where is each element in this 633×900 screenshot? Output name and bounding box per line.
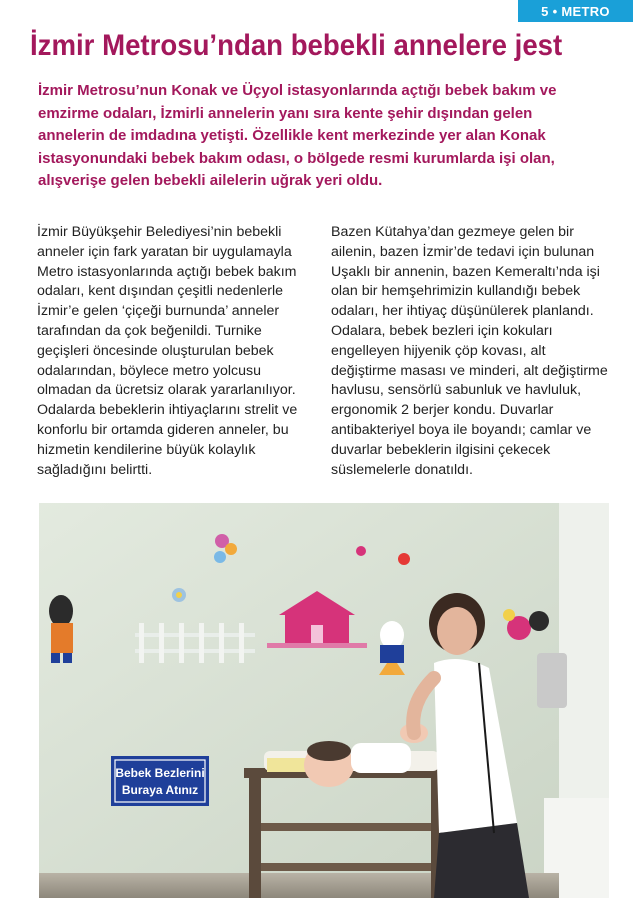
diaper-sign-line1: Bebek Bezlerini [115, 766, 205, 780]
towel [267, 758, 307, 772]
mickey-badge-sticker [398, 553, 410, 565]
page-number-tag: 5 • METRO [518, 0, 633, 22]
goofy-sticker [49, 595, 73, 663]
soap-dispenser [537, 653, 567, 708]
diaper-sign [111, 756, 209, 806]
wall [39, 503, 609, 898]
heart-sticker [356, 546, 366, 556]
flower-sticker [172, 588, 186, 602]
photo-illustration [39, 503, 609, 898]
body-column-right: Bazen Kütahya’dan gezmeye gelen bir ailenin, bazen İzmir’de tedavi için bulunan Uşaklı bir annenin, bazen Kemeraltı’nda işi olan bir hemşehrimizin kullandığı bebek odaları, her ihtiyaç düşünülerek planlandı. Odalara, bebek bezleri için kokuları engelleyen hijyenik çöp kovası, alt değiştirme masası ve minderi, alt değiştirme havlusu, sensörlü sabunluk ve havluluk, ergonomik 2 berjer kondu. Duvarlar antibakteriyel boya ile boyandı; camlar ve duvarlar bebeklerin ilgisini çekecek süslemelerle donatıldı. [331, 224, 608, 478]
headline: İzmir Metrosu’ndan bebekli annelere jest [30, 29, 563, 62]
baby-room-photo [39, 503, 609, 898]
diaper-sign-line2: Buraya Atınız [121, 783, 199, 797]
body-column-left: İzmir Büyükşehir Belediyesi’nin bebekli anneler için fark yaratan bir uygulamayla Metro istasyonlarında açtığı bebek bakım odaları, kent dışından çeşitli nedenlerle İzmir’e gelen ‘çiçeği burnunda’ anneler tarafından da çok beğenildi. Turnike geçişleri öncesinde oluşturulan bebek odalarından, böylece metro yolcusu olmadan da ücretsiz olarak yararlanılıyor. Odalarda bebeklerin ihtiyaçlarını strelit ve konforlu bir ortamda gideren anneler, bu hizmetin kendilerine büyük kolaylık sağladığını belirtti. [37, 224, 298, 478]
lead-paragraph: İzmir Metrosu’nun Konak ve Üçyol istasyonlarında açtığı bebek bakım ve emzirme odaları, İzmirli annelerin yanı sıra kente şehir dışından gelen annelerin de imdadına yetişti. Özellikle kent merkezinde yer alan Konak istasyonundaki bebek bakım odası, o bölgede resmi kurumlarda işi olan, alışverişe gelen bebekli ailelerin uğrak yeri oldu. [38, 82, 557, 189]
